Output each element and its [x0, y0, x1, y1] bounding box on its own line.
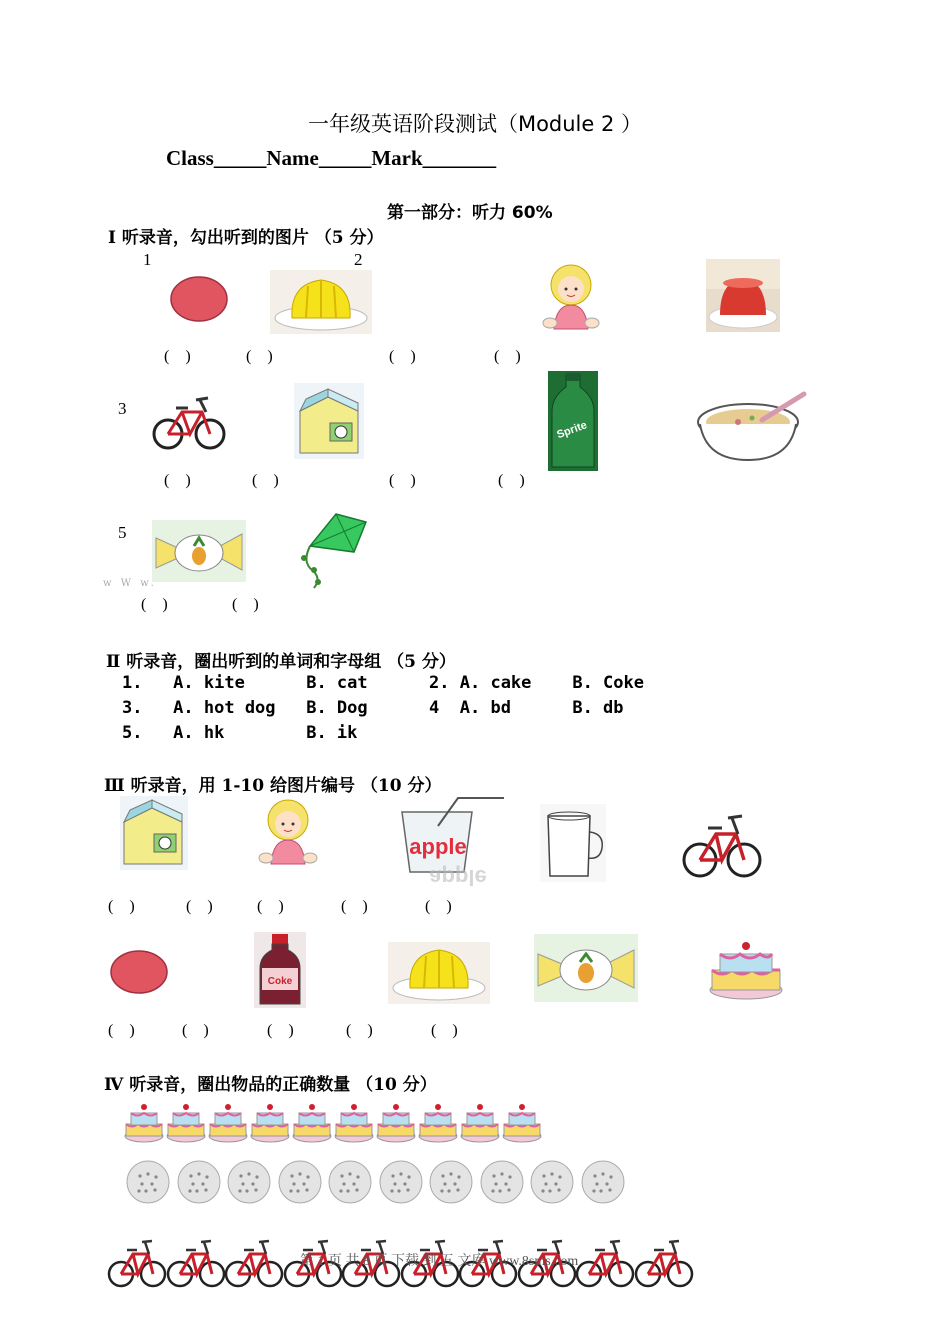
cake-row — [124, 1100, 554, 1144]
cake-icon[interactable] — [166, 1100, 206, 1144]
answer-paren[interactable]: ( ) — [346, 1022, 373, 1039]
answer-paren[interactable]: ( ) — [252, 472, 279, 489]
cake-icon[interactable] — [418, 1100, 458, 1144]
answer-paren[interactable]: ( ) — [389, 472, 416, 489]
watermark: w W w. — [103, 578, 157, 589]
page-title: 一年级英语阶段测试（Module 2 ） — [307, 112, 643, 136]
sprite-bottle-icon — [548, 371, 598, 471]
section-2-heading: Ⅱ 听录音，圈出听到的单词和字母组 （5 分） — [106, 652, 456, 672]
bicycle-icon[interactable] — [576, 1232, 634, 1288]
cookie-icon[interactable] — [480, 1160, 524, 1206]
section-1-heading: Ⅰ 听录音，勾出听到的图片 （5 分） — [108, 228, 384, 248]
milk-carton-icon — [120, 796, 188, 870]
answer-paren[interactable]: ( ) — [341, 898, 368, 915]
answer-paren[interactable]: ( ) — [257, 898, 284, 915]
answer-paren[interactable]: ( ) — [164, 472, 191, 489]
cookie-icon[interactable] — [177, 1160, 221, 1206]
answer-paren[interactable]: ( ) — [389, 348, 416, 365]
sprite-label: Sprite — [555, 419, 589, 442]
answer-paren[interactable]: ( ) — [431, 1022, 458, 1039]
bicycle-icon[interactable] — [108, 1232, 166, 1288]
cookie-icon[interactable] — [379, 1160, 423, 1206]
cookie-icon[interactable] — [227, 1160, 271, 1206]
item-number-2: 2 — [354, 250, 363, 269]
cake-icon[interactable] — [334, 1100, 374, 1144]
cookie-icon[interactable] — [429, 1160, 473, 1206]
jelly-icon — [270, 270, 372, 334]
cookie-icon[interactable] — [278, 1160, 322, 1206]
section-3-heading: Ⅲ 听录音，用 1-10 给图片编号 （10 分） — [104, 776, 442, 796]
cookie-icon[interactable] — [530, 1160, 574, 1206]
class-name-mark-line: Class_____Name_____Mark_______ — [166, 146, 497, 170]
jelly-photo-icon — [706, 259, 780, 332]
answer-paren[interactable]: ( ) — [267, 1022, 294, 1039]
cookie-icon[interactable] — [328, 1160, 372, 1206]
answer-paren[interactable]: ( ) — [425, 898, 452, 915]
word-choice-row: 5. A. hk B. ik — [122, 723, 358, 743]
coke-label: Coke — [267, 976, 293, 987]
word-choice-row: 3. A. hot dog B. Dog 4 A. bd B. db — [122, 698, 624, 718]
soup-bowl-icon — [696, 390, 808, 464]
cake-icon[interactable] — [250, 1100, 290, 1144]
answer-paren[interactable]: ( ) — [108, 1022, 135, 1039]
cake-icon[interactable] — [502, 1100, 542, 1144]
part1-heading: 第一部分：听力 60% — [387, 203, 553, 223]
apple-label: apple — [409, 834, 467, 859]
doll-icon — [540, 263, 602, 333]
ball-icon — [170, 276, 230, 322]
item-number-5: 5 — [118, 523, 127, 542]
answer-paren[interactable]: ( ) — [141, 596, 168, 613]
bicycle-icon[interactable] — [225, 1232, 283, 1288]
cake-icon[interactable] — [124, 1100, 164, 1144]
cake-icon[interactable] — [376, 1100, 416, 1144]
kite-icon — [292, 512, 368, 590]
jelly-icon — [388, 942, 490, 1004]
svg-text:apple: apple — [429, 865, 487, 890]
answer-paren[interactable]: ( ) — [498, 472, 525, 489]
cake-icon — [708, 936, 784, 1000]
answer-paren[interactable]: ( ) — [164, 348, 191, 365]
cookie-row — [126, 1160, 636, 1206]
word-choice-row: 1. A. kite B. cat 2. A. cake B. Coke — [122, 673, 644, 693]
cake-icon[interactable] — [292, 1100, 332, 1144]
answer-paren[interactable]: ( ) — [186, 898, 213, 915]
section-4-heading: Ⅳ 听录音，圈出物品的正确数量 （10 分） — [104, 1075, 437, 1095]
candy-icon — [534, 934, 638, 1002]
cookie-icon[interactable] — [581, 1160, 625, 1206]
cookie-icon[interactable] — [126, 1160, 170, 1206]
answer-paren[interactable]: ( ) — [182, 1022, 209, 1039]
item-number-3: 3 — [118, 399, 127, 418]
answer-paren[interactable]: ( ) — [232, 596, 259, 613]
cake-icon[interactable] — [460, 1100, 500, 1144]
milk-carton-icon — [294, 383, 364, 459]
candy-icon — [152, 520, 246, 582]
doll-icon — [256, 798, 320, 868]
water-cup-icon — [540, 804, 606, 882]
answer-paren[interactable]: ( ) — [108, 898, 135, 915]
item-number-1: 1 — [143, 250, 152, 269]
coke-bottle-icon — [254, 932, 306, 1008]
bicycle-icon — [152, 390, 226, 452]
juice-glass-icon — [398, 796, 506, 890]
page-footer: 第 1 页 共 8 页 下载 到 五 文库 www.8sms.com — [300, 1254, 579, 1269]
bicycle-icon[interactable] — [635, 1232, 693, 1288]
cake-icon[interactable] — [208, 1100, 248, 1144]
ball-icon — [110, 950, 170, 996]
bicycle-icon[interactable] — [167, 1232, 225, 1288]
answer-paren[interactable]: ( ) — [494, 348, 521, 365]
bicycle-icon — [682, 806, 762, 880]
answer-paren[interactable]: ( ) — [246, 348, 273, 365]
